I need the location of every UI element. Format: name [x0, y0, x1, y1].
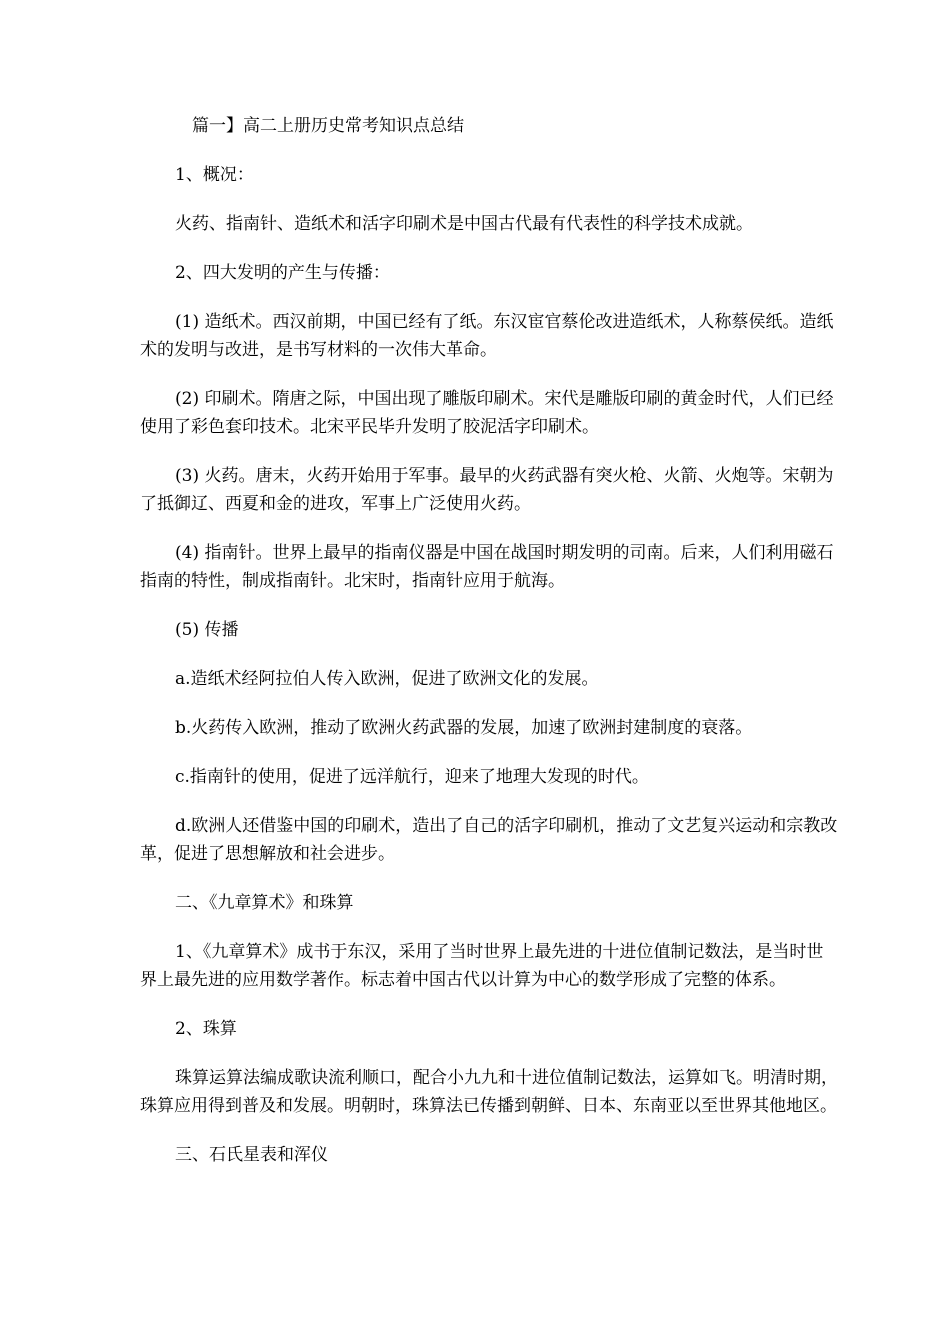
paragraph-papermaking: (1) 造纸术。西汉前期，中国已经有了纸。东汉宦官蔡伦改进造纸术，人称蔡侯纸。造纸术的发明与改进，是书写材料的一次伟大革命。	[140, 312, 834, 360]
document-body	[140, 112, 840, 1190]
paragraph-compass: (4) 指南针。世界上最早的指南仪器是中国在战国时期发明的司南。后来，人们利用磁石指南的特性，制成指南针。北宋时，指南针应用于航海。	[140, 543, 834, 591]
paragraph-spread-a: a.造纸术经阿拉伯人传入欧洲，促进了欧洲文化的发展。	[175, 669, 599, 689]
paragraph-spread-c: c.指南针的使用，促进了远洋航行，迎来了地理大发现的时代。	[175, 767, 649, 787]
paragraph-four-inventions-heading: 2、四大发明的产生与传播：	[175, 263, 390, 283]
paragraph-nine-chapters: 1、《九章算术》成书于东汉，采用了当时世界上最先进的十进位值制记数法，是当时世界上最先进的应用数学著作。标志着中国古代以计算为中心的数学形成了完整的体系。	[140, 942, 824, 990]
paragraph-printing: (2) 印刷术。隋唐之际，中国出现了雕版印刷术。宋代是雕版印刷的黄金时代，人们已经使用了彩色套印技术。北宋平民毕升发明了胶泥活字印刷术。	[140, 389, 834, 437]
paragraph-spread-heading: (5) 传播	[175, 620, 239, 640]
paragraph-spread-d: d.欧洲人还借鉴中国的印刷术，造出了自己的活字印刷机，推动了文艺复兴运动和宗教改革，促进了思想解放和社会进步。	[140, 816, 838, 864]
paragraph-abacus: 珠算运算法编成歌诀流利顺口，配合小九九和十进位值制记数法，运算如飞。明清时期，珠算应用得到普及和发展。明朝时，珠算法已传播到朝鲜、日本、东南亚以至世界其他地区。	[140, 1068, 838, 1116]
document-title: 篇一】高二上册历史常考知识点总结	[192, 116, 464, 136]
paragraph-abacus-heading: 2、珠算	[175, 1019, 237, 1039]
paragraph-spread-b: b.火药传入欧洲，推动了欧洲火药武器的发展，加速了欧洲封建制度的衰落。	[175, 718, 753, 738]
paragraph-overview: 火药、指南针、造纸术和活字印刷术是中国古代最有代表性的科学技术成就。	[175, 214, 753, 234]
section-heading-star-catalog: 三、石氏星表和浑仪	[175, 1145, 328, 1165]
paragraph-gunpowder: (3) 火药。唐末，火药开始用于军事。最早的火药武器有突火枪、火箭、火炮等。宋朝为了抵御辽、西夏和金的进攻，军事上广泛使用火药。	[140, 466, 834, 514]
section-heading-nine-chapters: 二、《九章算术》和珠算	[175, 893, 354, 913]
paragraph-overview-heading: 1、概况：	[175, 165, 254, 185]
